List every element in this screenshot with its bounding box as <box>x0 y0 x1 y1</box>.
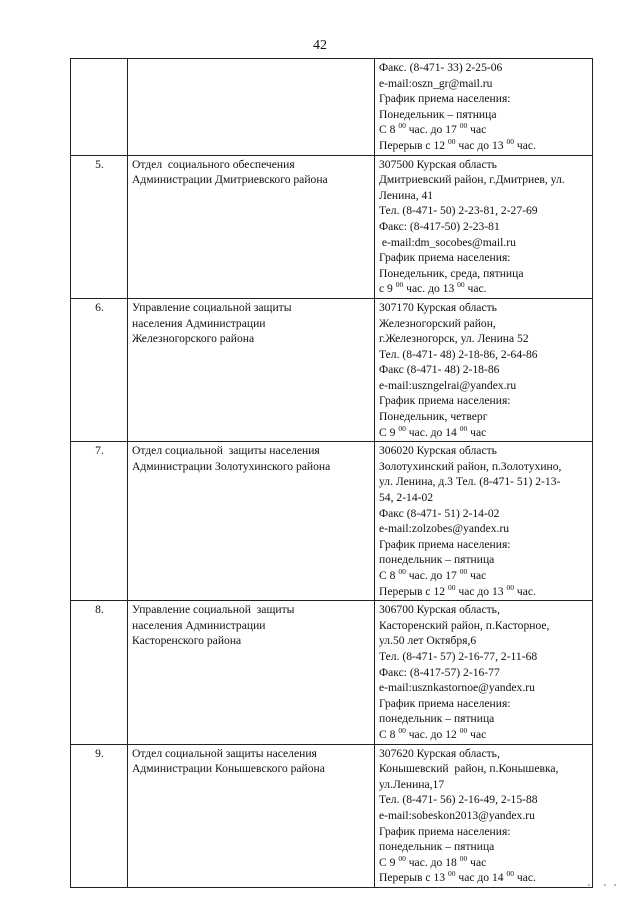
contact-info-line: Понедельник, среда, пятница <box>379 266 524 280</box>
table-row <box>71 298 593 441</box>
contact-info-line: e-mail:uszngelrai@yandex.ru <box>379 378 517 392</box>
contact-info-line: Перерыв с 12 $^{00}$ час до 13 $^{00}$ час. <box>379 136 536 152</box>
contact-info-line: Тел. (8-471- 48) 2-18-86, 2-64-86 <box>379 347 538 361</box>
table-row <box>71 744 593 887</box>
organization-name-line: населения Администрации <box>132 618 266 632</box>
contact-info-line: понедельник – пятница <box>379 553 495 567</box>
contact-info-line: 306020 Курская область <box>379 444 497 458</box>
contact-info-line: Перерыв с 13 $^{00}$ час до 14 $^{00}$ час. <box>379 869 536 885</box>
contact-info-line: 307500 Курская область <box>379 157 497 171</box>
contact-info-line: Факс (8-471- 51) 2-14-02 <box>379 506 500 520</box>
contact-info-line: Факс. (8-471- 33) 2-25-06 <box>379 61 503 74</box>
organization-name-line: Управление социальной защиты <box>132 603 295 617</box>
scan-speck <box>588 884 590 886</box>
organization-name-line: населения Администрации <box>132 316 266 330</box>
contact-info-line: Тел. (8-471- 57) 2-16-77, 2-11-68 <box>379 649 538 663</box>
organization-name-line: Администрации Дмитриевского района <box>132 173 328 187</box>
contact-info-line: Ленина, 41 <box>379 188 434 202</box>
contact-info-line: Понедельник, четверг <box>379 410 488 424</box>
organization-name <box>128 298 375 441</box>
contact-info-line: e-mail:sobeskon2013@yandex.ru <box>379 808 535 822</box>
organization-name-line: Администрации Золотухинского района <box>132 459 331 473</box>
row-number: 8. <box>71 601 128 744</box>
organization-name-line: Отдел социального обеспечения <box>132 157 295 171</box>
contact-info-line: 54, 2-14-02 <box>379 491 434 505</box>
scan-speck <box>614 884 616 886</box>
contact-info-line: График приема населения: <box>379 251 511 265</box>
contact-info-line: График приема населения: <box>379 537 511 551</box>
contact-info-line: Тел. (8-471- 56) 2-16-49, 2-15-88 <box>379 793 538 807</box>
organization-name-line: Железногорского района <box>132 332 255 346</box>
organization-name-line: Управление социальной защиты <box>132 300 292 314</box>
table-row <box>71 155 593 298</box>
organization-name <box>128 442 375 601</box>
contact-info-line: ул.Ленина,17 <box>379 777 445 791</box>
organizations-table <box>70 58 593 888</box>
contact-info-line: Факс: (8-417-50) 2-23-81 <box>379 219 500 233</box>
contact-info-line: ул. Ленина, д.3 Тел. (8-471- 51) 2-13- <box>379 475 561 489</box>
organization-name <box>128 155 375 298</box>
contact-info-line: С 9 $^{00}$ час. до 18 $^{00}$ час <box>379 853 487 869</box>
table-body <box>71 59 593 888</box>
organization-name-line: Администрации Конышевского района <box>132 762 325 776</box>
contact-info-line: График приема населения: <box>379 696 511 710</box>
contact-info-line: График приема населения: <box>379 824 511 838</box>
contact-info-line: Тел. (8-471- 50) 2-23-81, 2-27-69 <box>379 204 538 218</box>
contact-info-line: График приема населения: <box>379 394 511 408</box>
scan-speck <box>604 884 606 886</box>
contact-info-line: С 8 $^{00}$ час. до 12 $^{00}$ час <box>379 725 487 741</box>
row-number <box>71 59 128 156</box>
contact-info-line: e-mail:oszn_gr@mail.ru <box>379 76 493 90</box>
row-number: 7. <box>71 442 128 601</box>
contact-info-line: e-mail:dm_socobes@mail.ru <box>379 235 516 249</box>
contact-info-line: Железногорский район, <box>379 316 496 330</box>
contact-info <box>375 298 593 441</box>
row-number: 5. <box>71 155 128 298</box>
contact-info-line: С 8 $^{00}$ час. до 17 $^{00}$ час <box>379 121 487 137</box>
contact-info-line: 307170 Курская область <box>379 300 497 314</box>
organization-name <box>128 59 375 156</box>
contact-info-line: С 8 $^{00}$ час. до 17 $^{00}$ час <box>379 567 487 582</box>
contact-info <box>375 442 593 601</box>
table-row <box>71 601 593 744</box>
contact-info-line: г.Железногорск, ул. Ленина 52 <box>379 332 529 346</box>
contact-info-line: Дмитриевский район, г.Дмитриев, ул. <box>379 173 565 187</box>
contact-info-line: Касторенский район, п.Касторное, <box>379 618 550 632</box>
organization-name-line: Касторенского района <box>132 634 242 648</box>
row-number: 9. <box>71 744 128 887</box>
contact-info <box>375 601 593 744</box>
contact-info-line: понедельник – пятница <box>379 712 495 726</box>
table-row <box>71 442 593 601</box>
contact-info-line: Конышевский район, п.Конышевка, <box>379 762 559 776</box>
contact-info <box>375 155 593 298</box>
contact-info-line: понедельник – пятница <box>379 840 495 854</box>
organization-name <box>128 601 375 744</box>
contact-info-line: С 9 $^{00}$ час. до 14 $^{00}$ час <box>379 423 487 439</box>
contact-info-line: e-mail:zolzobes@yandex.ru <box>379 522 510 536</box>
contact-info-line: e-mail:usznkastornoe@yandex.ru <box>379 681 535 695</box>
page-number: 42 <box>313 38 327 53</box>
contact-info-line: ул.50 лет Октября,6 <box>379 634 477 648</box>
organization-name <box>128 744 375 887</box>
contact-info-line: Факс: (8-417-57) 2-16-77 <box>379 665 500 679</box>
table-row <box>71 59 593 156</box>
contact-info-line: Перерыв с 12 $^{00}$ час до 13 $^{00}$ час. <box>379 582 536 598</box>
contact-info <box>375 59 593 156</box>
contact-info-line: Факс (8-471- 48) 2-18-86 <box>379 363 500 377</box>
contact-info-line: с 9 $^{00}$ час. до 13 $^{00}$ час. <box>379 280 487 296</box>
contact-info-line: График приема населения: <box>379 92 511 106</box>
organization-name-line: Отдел социальной защиты населения <box>132 746 317 760</box>
row-number: 6. <box>71 298 128 441</box>
contact-info-line: 307620 Курская область, <box>379 746 500 760</box>
contact-info-line: Понедельник – пятница <box>379 107 497 121</box>
organization-name-line: Отдел социальной защиты населения <box>132 444 320 458</box>
contact-info <box>375 744 593 887</box>
contact-info-line: 306700 Курская область, <box>379 603 500 617</box>
contact-info-line: Золотухинский район, п.Золотухино, <box>379 459 562 473</box>
